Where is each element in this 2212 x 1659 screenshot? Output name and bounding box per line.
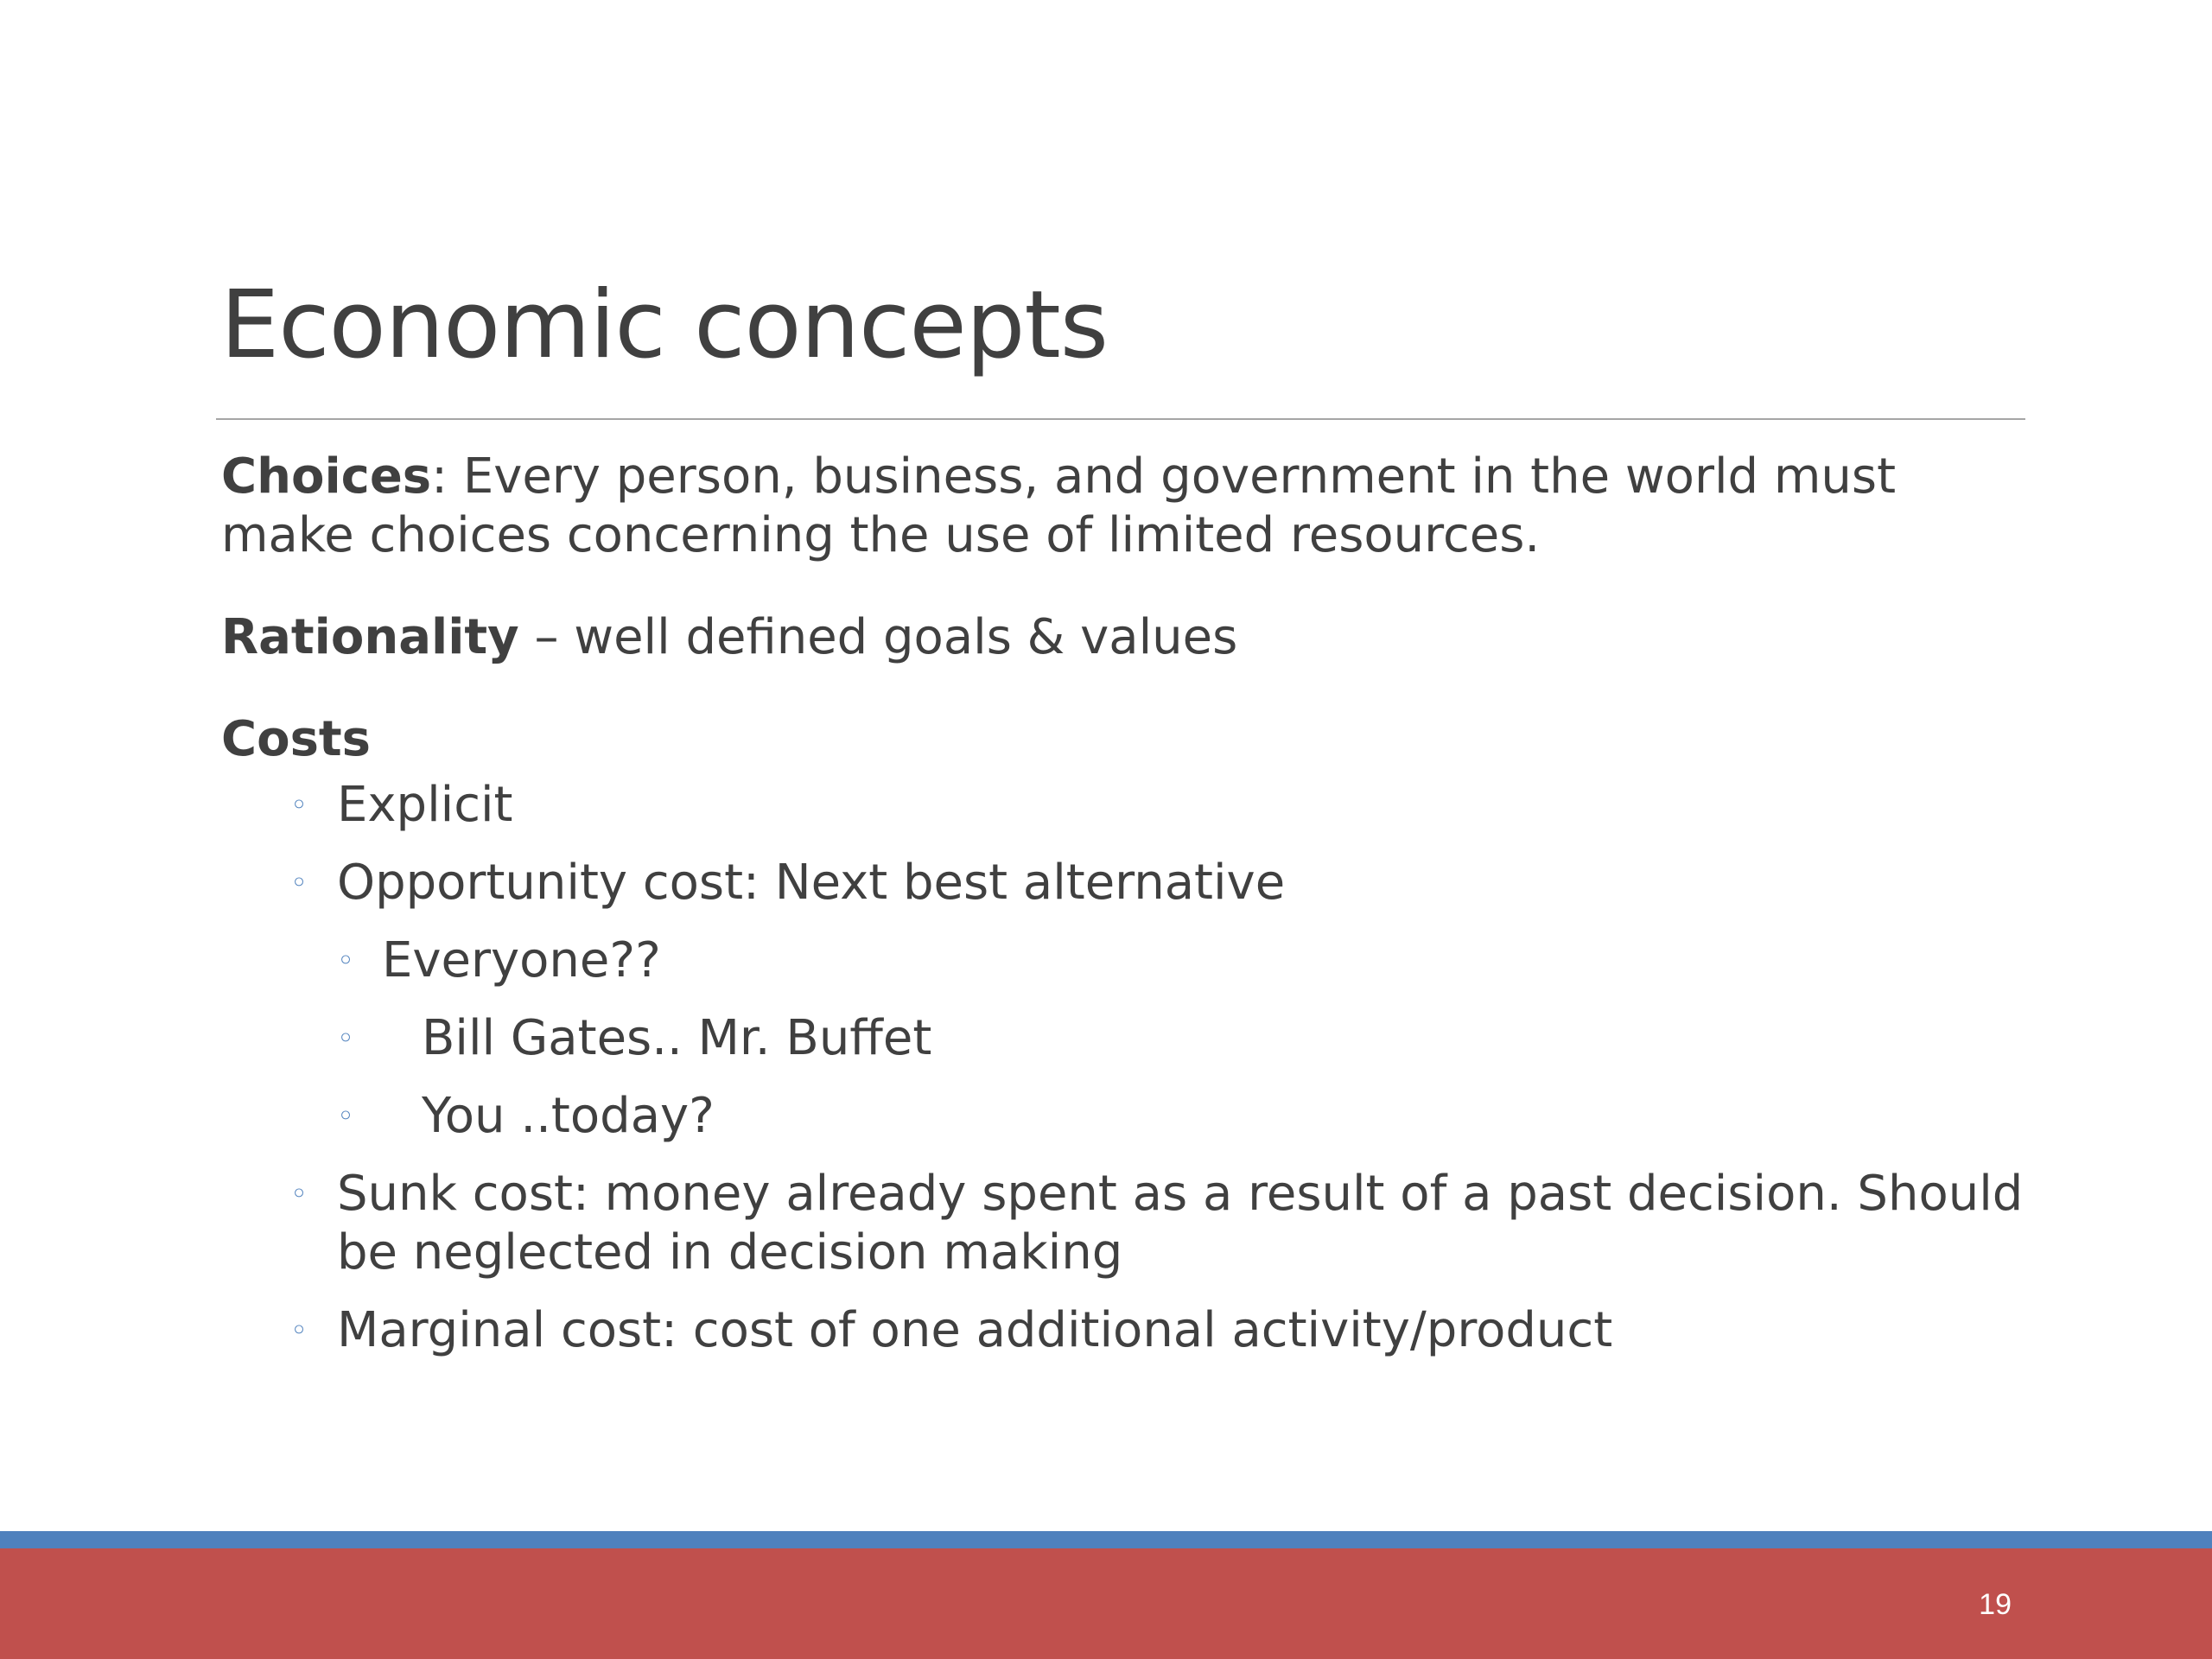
slide-title: Economic concepts bbox=[220, 271, 1109, 379]
bullet-text: Sunk cost: money already spent as a result of a past decision. Should be neglected in decision making bbox=[337, 1166, 2024, 1281]
page-number: 19 bbox=[1979, 1588, 2012, 1621]
footer-blue-band bbox=[0, 1531, 2212, 1548]
bullet-text: Marginal cost: cost of one additional activity/product bbox=[337, 1302, 1613, 1358]
bullet-text: Explicit bbox=[337, 777, 513, 833]
bullet-marker-icon: ◦ bbox=[290, 866, 308, 900]
separator-choices: : bbox=[431, 448, 448, 505]
bullet-text: Opportunity cost: Next best alternative bbox=[337, 855, 1286, 911]
paragraph-costs bbox=[221, 710, 2036, 769]
text-rationality: – well defined goals & values bbox=[518, 609, 1238, 665]
bullet-text: Bill Gates.. Mr. Buffet bbox=[422, 1010, 932, 1066]
bullet-sunk-cost bbox=[221, 1165, 2036, 1282]
bullet-marker-icon: ◦ bbox=[337, 1021, 355, 1056]
bullet-marker-icon: ◦ bbox=[290, 1177, 308, 1211]
bullet-marker-icon: ◦ bbox=[290, 788, 308, 823]
bullet-marker-icon: ◦ bbox=[337, 1099, 355, 1134]
bullet-marginal-cost bbox=[221, 1301, 2036, 1360]
bullet-text: Everyone?? bbox=[382, 932, 661, 988]
bullet-you-today bbox=[221, 1087, 2036, 1146]
term-choices: Choices bbox=[221, 448, 432, 505]
bullet-everyone bbox=[221, 931, 2036, 990]
bullet-marker-icon: ◦ bbox=[337, 944, 355, 978]
bullet-opportunity-cost bbox=[221, 854, 2036, 912]
bullet-marker-icon: ◦ bbox=[290, 1313, 308, 1348]
slide-body bbox=[221, 448, 2036, 1379]
title-divider bbox=[216, 418, 2025, 420]
paragraph-rationality bbox=[221, 608, 2036, 667]
paragraph-choices bbox=[221, 448, 2036, 565]
bullet-text: You ..today? bbox=[422, 1088, 715, 1144]
text-choices: Every person, business, and government in the world must make choices concerning the use of limited resources. bbox=[221, 448, 1897, 563]
bullet-explicit bbox=[221, 776, 2036, 835]
term-rationality: Rationality bbox=[221, 609, 519, 665]
footer-red-band bbox=[0, 1548, 2212, 1659]
bullet-bill-gates bbox=[221, 1009, 2036, 1068]
term-costs: Costs bbox=[221, 711, 372, 767]
